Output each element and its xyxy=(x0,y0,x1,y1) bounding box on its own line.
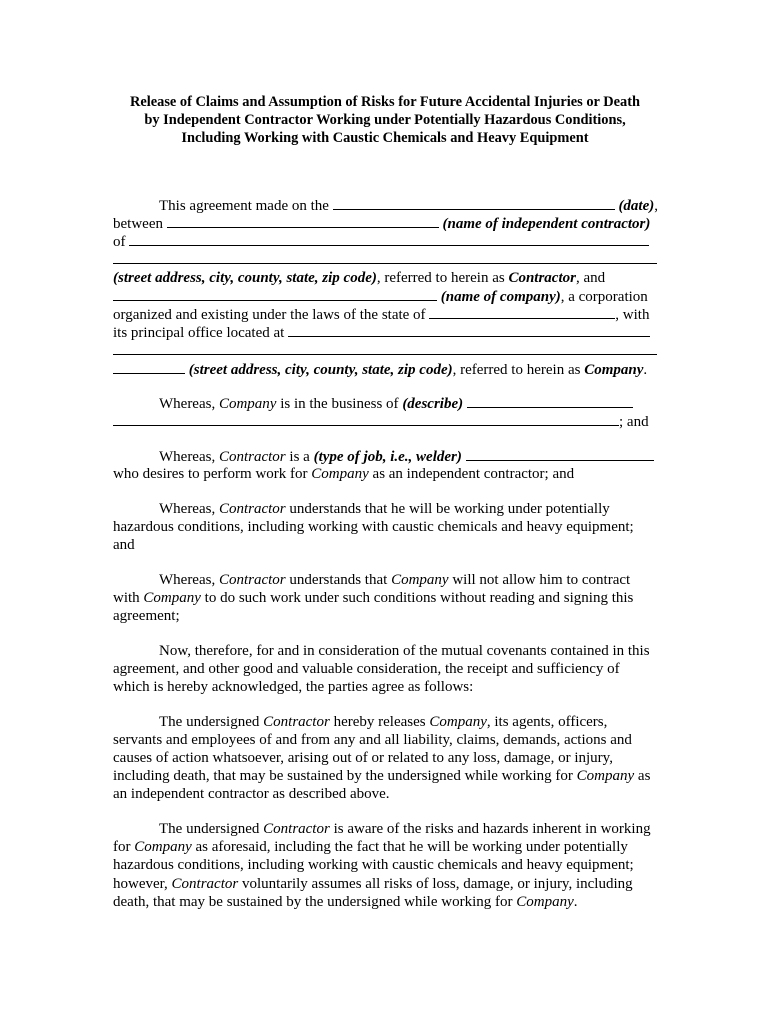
intro-made-on: This agreement made on the xyxy=(159,198,329,214)
date-field[interactable] xyxy=(333,196,615,210)
company-name-hint: (name of company) xyxy=(440,288,561,305)
corporation-text: , a corporation xyxy=(560,288,648,305)
title-line-3: Including Working with Caustic Chemicals and Heavy Equipment xyxy=(181,129,589,146)
intro-paragraph: This agreement made on the (date), between (name of independent contractor) of (street address, city, county, state, zip code), referred to herein as Contractor, and (name of company), a corporation organized and existing under the laws of the state of , with its principal office located at (street address, city, county, state, zip code), referred to herein as Company. xyxy=(113,198,659,378)
document-body xyxy=(113,196,673,911)
job-type-hint: (type of job, i.e., welder) xyxy=(313,449,462,466)
intro-of: of xyxy=(113,234,126,251)
company-term: Company xyxy=(584,361,644,378)
title-line-1: Release of Claims and Assumption of Risks for Future Accidental Injuries or Death xyxy=(129,94,641,110)
release-paragraph: The undersigned Contractor hereby releases Company, its agents, officers, servants and employees of and from any and all liability, claims, demands, actions and causes of action whatsoever, arising out of or related to any loss, damage, or injury, including death, that may be sustained by the undersigned while working for Company as an independent contractor as described above. xyxy=(113,713,651,803)
assumption-of-risk-paragraph: The undersigned Contractor is aware of the risks and hazards inherent in working for Company as aforesaid, including the fact that he will be working under potentially hazardous conditions, including working with caustic chemicals and heavy equipment; however, Contractor voluntarily assumes all risks of loss, damage, or injury, including death, that may be sustained by the undersigned while working for Company. xyxy=(113,820,651,910)
office-address-field-3[interactable] xyxy=(113,360,185,374)
contractor-address-hint: (street address, city, county, state, zip code) xyxy=(113,269,377,286)
document-title xyxy=(80,94,690,147)
whereas-business-paragraph: Whereas, Company is in the business of (describe) ; and xyxy=(113,394,673,430)
office-address-field-1[interactable] xyxy=(288,323,650,337)
contractor-address-field-2[interactable] xyxy=(113,263,657,264)
and-text: , and xyxy=(575,269,606,286)
title-line-2: by Independent Contractor Working under Potentially Hazardous Conditions, xyxy=(144,111,626,128)
business-description-field-1[interactable] xyxy=(467,394,633,408)
referred-contractor-text: , referred to herein as xyxy=(376,269,505,286)
contractor-name-field[interactable] xyxy=(167,214,439,228)
principal-office-text: its principal office located at xyxy=(113,325,285,342)
now-therefore-paragraph: Now, therefore, for and in consideration of the mutual covenants contained in this agreement, and other good and valuable consideration, the receipt and sufficiency of which is hereby acknowledged, the parties agree as follows: xyxy=(113,642,650,696)
organized-text: organized and existing under the laws of the state of xyxy=(113,307,426,324)
contractor-address-field-1[interactable] xyxy=(129,232,649,246)
date-hint: (date) xyxy=(618,198,655,214)
job-type-field[interactable] xyxy=(466,447,654,461)
whereas-job-paragraph: Whereas, Contractor is a (type of job, i.e., welder) who desires to perform work for Company as an independent contractor; and xyxy=(113,447,673,483)
state-field[interactable] xyxy=(429,305,615,319)
contractor-term: Contractor xyxy=(508,269,576,286)
describe-hint: (describe) xyxy=(402,396,464,413)
whereas-signing-paragraph: Whereas, Contractor understands that Company will not allow him to contract with Company to do such work under such conditions without reading and signing this agreement; xyxy=(113,571,634,625)
company-address-hint: (street address, city, county, state, zip code) xyxy=(188,361,453,378)
business-description-field-2[interactable] xyxy=(113,412,619,426)
whereas-hazard-paragraph: Whereas, Contractor understands that he will be working under potentially hazardous conditions, including working with caustic chemicals and heavy equipment; and xyxy=(113,500,634,554)
intro-between: between xyxy=(113,216,163,233)
with-text: , with xyxy=(615,307,650,324)
contractor-name-hint: (name of independent contractor) xyxy=(442,216,651,233)
office-address-field-2[interactable] xyxy=(113,354,657,355)
referred-company-text: , referred to herein as xyxy=(452,361,581,378)
company-name-field[interactable] xyxy=(113,287,437,301)
